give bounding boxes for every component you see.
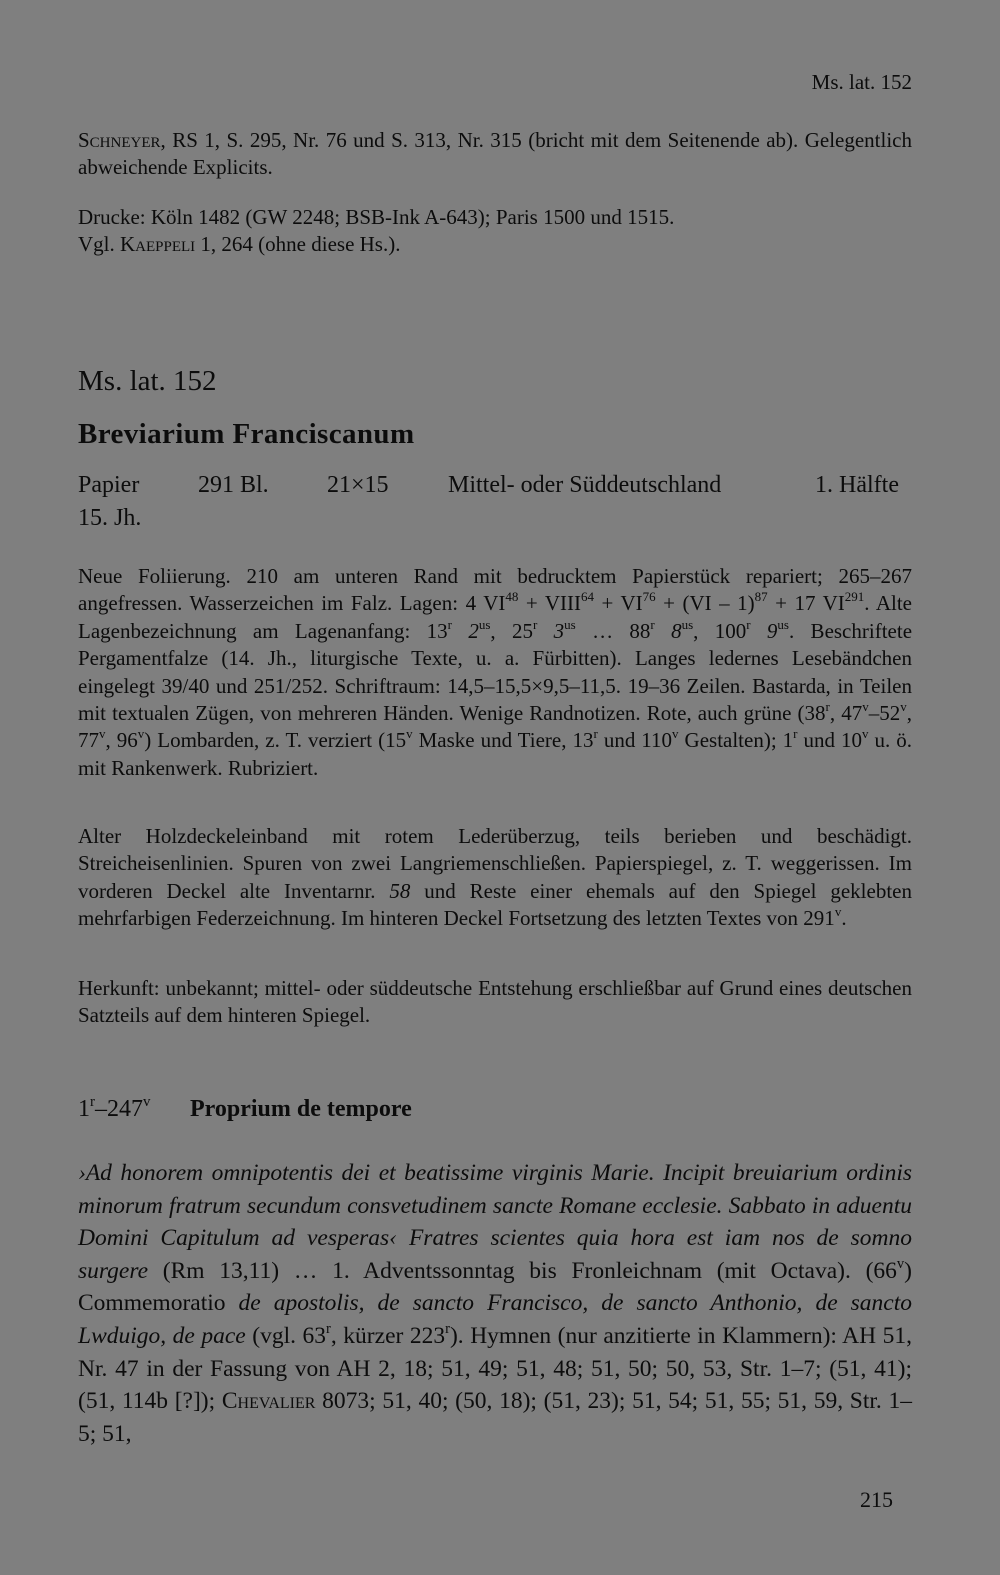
text-run: (Rm 13,11) … 1. Adventssonntag bis Fronleichnam (mit Octava). (66 xyxy=(148,1257,897,1284)
text-run: + (VI – 1) xyxy=(655,591,755,616)
italic-run: ›Ad honorem omnipotentis dei et beatissime virginis Marie. Incipit breuiarium ordinis minorum fratrum secundum consvetudinem sancte Romane ecclesie. Sabbato in aduentu Domini Capitulum ad vesperas‹ Fratres scientes quia hora est iam nos de somno surgere xyxy=(78,1160,912,1284)
text-run: (vgl. 63 xyxy=(245,1322,327,1349)
text-run: , 96 xyxy=(105,728,138,753)
superscript: r xyxy=(533,616,538,632)
page-number: 215 xyxy=(860,1487,893,1512)
text-run: ) Lombarden, z. T. verziert (15 xyxy=(144,728,407,753)
superscript: 48 xyxy=(505,589,519,605)
text-run: ). Hymnen (nur anzitierte in Klammern): AH 51, Nr. 47 in der Fassung von AH 2, 18; 51, 49; 51, 48; 51, 50; 50, 53, Str. 1–7; (51, 41); (51, 114b [?]); xyxy=(78,1322,912,1415)
meta-origin: Mittel- oder Süddeutschland xyxy=(448,472,722,498)
reference-text: 1, 264 (ohne diese Hs.). xyxy=(195,232,401,257)
shelfmark-heading: Ms. lat. 152 xyxy=(78,365,217,397)
superscript: v xyxy=(99,726,106,742)
superscript: r xyxy=(447,616,453,632)
section-title: Proprium de tempore xyxy=(190,1096,412,1122)
superscript: v xyxy=(142,1093,151,1110)
superscript: us xyxy=(478,616,491,632)
section-folio-range xyxy=(78,1093,151,1123)
meta-date: 1. Hälfte xyxy=(815,472,899,498)
text-run: –247 xyxy=(94,1096,143,1122)
physical-description-paragraph xyxy=(78,563,912,782)
superscript: v xyxy=(900,698,907,714)
italic-run: 58 xyxy=(389,878,411,903)
superscript: v xyxy=(672,726,679,742)
incipit-paragraph xyxy=(78,1157,912,1450)
text-run: , 77 xyxy=(78,701,912,753)
text-run: Gestalten); 1 xyxy=(678,728,794,753)
text-run: … 88 xyxy=(575,618,651,643)
author-name: Chevalier xyxy=(221,1388,316,1415)
superscript: v xyxy=(862,726,869,742)
text-run: Neue Foliierung. 210 am unteren Rand mit bedrucktem Papierstück repariert; 265–267 angefressen. Wasserzeichen im Falz. Lagen: 4 VI xyxy=(78,564,912,616)
superscript: v xyxy=(896,1255,905,1272)
meta-leaves: 291 Bl. xyxy=(198,472,269,498)
meta-material: Papier xyxy=(78,472,140,498)
text-run: und Reste einer ehemals auf den Spiegel geklebten mehrfarbigen Federzeichnung. Im hinteren Deckel Fortsetzung des letzten Textes von 291 xyxy=(78,878,912,931)
superscript: v xyxy=(834,903,842,919)
text-run: ) Commemoratio xyxy=(78,1257,912,1317)
provenance-paragraph: Herkunft: unbekannt; mittel- oder süddeutsche Entstehung erschließbar auf Grund eines deutschen Satzteils auf dem hinteren Spiegel. xyxy=(78,976,912,1028)
superscript: r xyxy=(593,726,598,742)
vgl-text: Vgl. xyxy=(78,232,120,257)
italic-run: 3 xyxy=(537,618,565,643)
superscript: us xyxy=(777,616,789,632)
text-run: , 47 xyxy=(829,701,863,726)
reference-text: , RS 1, S. 295, Nr. 76 und S. 313, Nr. 315 (bricht mit dem Seitenende ab). Gelegentlich abweichende Explicits. xyxy=(78,128,912,180)
text-run: , 25 xyxy=(490,618,533,643)
superscript: r xyxy=(793,726,798,742)
superscript: r xyxy=(825,698,830,714)
text-run: –52 xyxy=(868,701,901,726)
text-run: und 10 xyxy=(797,728,862,753)
text-run: , 100 xyxy=(693,618,747,643)
text-run: 1 xyxy=(78,1096,90,1122)
reference-paragraph-schneyer xyxy=(78,127,912,182)
superscript: 76 xyxy=(642,589,656,605)
superscript: r xyxy=(445,1320,450,1337)
superscript: 64 xyxy=(580,589,594,605)
text-run: Alter Holzdeckeleinband mit rotem Lederüberzug, teils berieben und beschädigt. Streicheisenlinien. Spuren von zwei Langriemenschließen. Papierspiegel, z. T. weggerissen. Im vorderen Deckel alte Inventarnr. xyxy=(78,824,912,903)
author-name: Schneyer xyxy=(78,128,161,152)
text-run: . xyxy=(841,906,847,931)
superscript: v xyxy=(862,698,869,714)
text-run: und 110 xyxy=(597,728,673,753)
superscript: r xyxy=(326,1320,331,1337)
binding-description-paragraph xyxy=(78,823,912,933)
text-run: Maske und Tiere, 13 xyxy=(412,728,594,753)
text-run: , kürzer 223 xyxy=(330,1322,446,1349)
text-run: u. ö. mit Rankenwerk. Rubriziert. xyxy=(78,728,912,780)
superscript: v xyxy=(137,726,145,742)
superscript: us xyxy=(564,616,576,632)
text-run: + VI xyxy=(594,591,643,616)
italic-run: de apostolis, de sancto Francisco, de sancto Anthonio, de sancto Lwduigo, de pace xyxy=(78,1290,912,1349)
running-head: Ms. lat. 152 xyxy=(811,70,912,94)
superscript: v xyxy=(406,726,413,742)
superscript: 291 xyxy=(844,589,865,605)
italic-run: 2 xyxy=(452,618,479,643)
author-name: Kaeppeli xyxy=(120,232,196,257)
superscript: r xyxy=(650,616,655,632)
text-run: + VIII xyxy=(518,591,581,616)
text-run: . Beschriftete Pergamentfalze (14. Jh., liturgische Texte, u. a. Fürbitten). Langes ledernes Lesebändchen eingelegt 39/40 und 251/252. Schriftraum: 14,5–15,5×9,5–11,5. 19–36 Zeilen. Bastarda, in Teilen mit textualen Zügen, von mehreren Händen. Wenige Randnotizen. Rote, auch grüne (38 xyxy=(78,618,913,726)
manuscript-title: Breviarium Franciscanum xyxy=(78,418,415,450)
meta-size: 21×15 xyxy=(327,472,389,498)
superscript: r xyxy=(746,616,751,632)
prints-text: Drucke: Köln 1482 (GW 2248; BSB-Ink A-643); Paris 1500 und 1515. xyxy=(78,205,675,229)
superscript: 87 xyxy=(754,589,768,605)
text-run: + 17 VI xyxy=(767,591,845,616)
superscript: r xyxy=(90,1093,95,1110)
superscript: us xyxy=(681,616,694,632)
text-run: . Alte Lagenbezeichnung am Lagenanfang: 13 xyxy=(78,591,913,643)
italic-run: 9 xyxy=(750,618,778,643)
reference-paragraph-prints xyxy=(78,204,912,259)
meta-century: 15. Jh. xyxy=(78,505,142,531)
italic-run: 8 xyxy=(654,618,682,643)
text-run: 8073; 51, 40; (50, 18); (51, 23); 51, 54; 51, 55; 51, 59, Str. 1–5; 51, xyxy=(78,1388,913,1447)
